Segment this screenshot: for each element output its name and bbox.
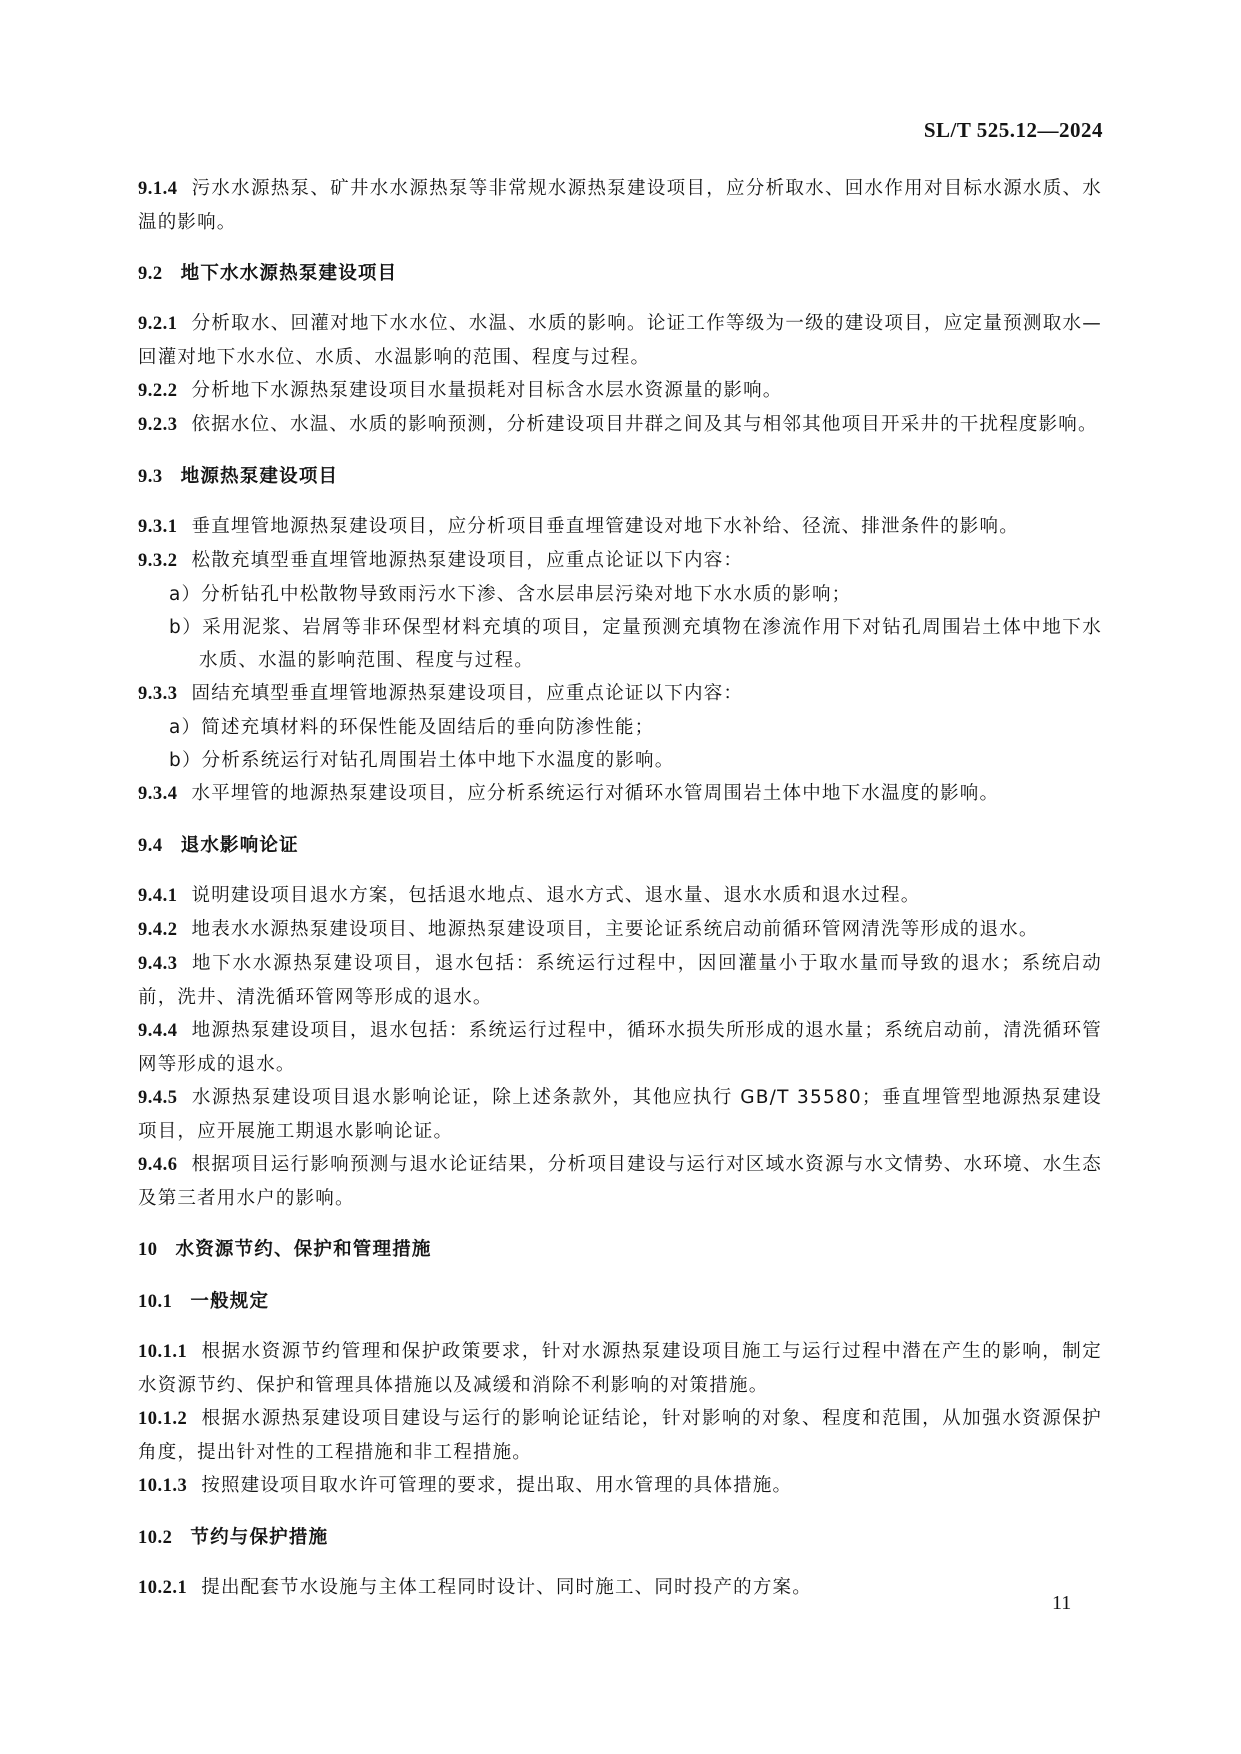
clause-9-2-2 — [138, 374, 1102, 408]
clause-9-1-4 — [138, 172, 1102, 239]
clause-number: 9.3.2 — [138, 551, 178, 571]
clause-9-4-5 — [138, 1081, 1102, 1148]
clause-text: 地源热泵建设项目，退水包括：系统运行过程中，循环水损失所形成的退水量；系统启动前，清洗循环管网等形成的退水。 — [138, 1020, 1102, 1075]
clause-10-1-1 — [138, 1335, 1102, 1402]
clause-10-1-3 — [138, 1469, 1102, 1503]
clause-number: 9.1.4 — [138, 179, 178, 199]
section-title: 地下水水源热泵建设项目 — [180, 263, 398, 284]
clause-text: 松散充填型垂直埋管地源热泵建设项目，应重点论证以下内容： — [191, 550, 744, 571]
clause-number: 10.2.1 — [138, 1578, 188, 1598]
clause-number: 9.4.5 — [138, 1088, 178, 1108]
clause-text: 按照建设项目取水许可管理的要求，提出取、用水管理的具体措施。 — [201, 1475, 793, 1496]
section-heading-10-1 — [138, 1285, 1102, 1319]
clause-number: 9.4.1 — [138, 886, 178, 906]
clause-text: 根据水资源节约管理和保护政策要求，针对水源热泵建设项目施工与运行过程中潜在产生的影响，制定水资源节约、保护和管理具体措施以及减缓和消除不利影响的对策措施。 — [138, 1341, 1102, 1396]
clause-number: 9.4.2 — [138, 920, 178, 940]
clause-number: 9.2.3 — [138, 415, 178, 435]
section-heading-9-4 — [138, 829, 1102, 863]
section-title: 节约与保护措施 — [190, 1527, 329, 1548]
list-marker: b） — [169, 617, 203, 638]
section-heading-10-2 — [138, 1521, 1102, 1555]
list-item-b — [138, 744, 1102, 777]
clause-text: 根据水源热泵建设项目建设与运行的影响论证结论，针对影响的对象、程度和范围，从加强水资源保护角度，提出针对性的工程措施和非工程措施。 — [138, 1408, 1102, 1463]
clause-9-4-4 — [138, 1014, 1102, 1081]
page-number: 11 — [1052, 1592, 1072, 1614]
clause-9-4-3 — [138, 947, 1102, 1014]
section-title: 退水影响论证 — [180, 835, 299, 856]
section-title: 一般规定 — [190, 1291, 270, 1312]
clause-number: 10.1.3 — [138, 1476, 188, 1496]
clause-9-3-3 — [138, 677, 1102, 711]
section-number: 10.2 — [138, 1528, 173, 1548]
list-marker: a） — [169, 584, 202, 605]
clause-number: 9.3.1 — [138, 517, 178, 537]
clause-number: 9.4.3 — [138, 954, 178, 974]
clause-text: 水平埋管的地源热泵建设项目，应分析系统运行对循环水管周围岩土体中地下水温度的影响。 — [191, 783, 1000, 804]
clause-number: 9.3.3 — [138, 684, 178, 704]
clause-9-4-1 — [138, 879, 1102, 913]
clause-9-3-4 — [138, 777, 1102, 811]
list-item-a — [138, 711, 1102, 744]
list-item-text: 分析钻孔中松散物导致雨污水下渗、含水层串层污染对地下水水质的影响； — [201, 584, 852, 605]
clause-9-3-2 — [138, 544, 1102, 578]
clause-number: 10.1.1 — [138, 1342, 188, 1362]
document-body — [138, 172, 1102, 1605]
chapter-number: 10 — [138, 1240, 158, 1260]
section-heading-9-3 — [138, 460, 1102, 494]
clause-number: 10.1.2 — [138, 1409, 188, 1429]
clause-number: 9.4.6 — [138, 1155, 178, 1175]
clause-9-4-6 — [138, 1148, 1102, 1215]
clause-number: 9.3.4 — [138, 784, 178, 804]
clause-text: 分析地下水源热泵建设项目水量损耗对目标含水层水资源量的影响。 — [191, 380, 783, 401]
chapter-title: 水资源节约、保护和管理措施 — [175, 1239, 432, 1260]
clause-9-2-1 — [138, 307, 1102, 374]
clause-9-4-2 — [138, 913, 1102, 947]
list-item-text: 简述充填材料的环保性能及固结后的垂向防渗性能； — [201, 717, 655, 738]
clause-text: 根据项目运行影响预测与退水论证结果，分析项目建设与运行对区域水资源与水文情势、水环境、水生态及第三者用水户的影响。 — [138, 1154, 1102, 1209]
chapter-heading-10 — [138, 1233, 1102, 1267]
list-item-text: 采用泥浆、岩屑等非环保型材料充填的项目，定量预测充填物在渗流作用下对钻孔周围岩土体中地下水水质、水温的影响范围、程度与过程。 — [199, 617, 1102, 671]
section-heading-9-2 — [138, 257, 1102, 291]
clause-text: 依据水位、水温、水质的影响预测，分析建设项目井群之间及其与相邻其他项目开采井的干扰程度影响。 — [191, 414, 1098, 435]
list-item-b — [138, 611, 1102, 677]
clause-text: 垂直埋管地源热泵建设项目，应分析项目垂直埋管建设对地下水补给、径流、排泄条件的影响。 — [191, 516, 1019, 537]
clause-9-2-3 — [138, 408, 1102, 442]
section-number: 9.4 — [138, 836, 163, 856]
clause-text: 说明建设项目退水方案，包括退水地点、退水方式、退水量、退水水质和退水过程。 — [191, 885, 921, 906]
clause-text: 提出配套节水设施与主体工程同时设计、同时施工、同时投产的方案。 — [201, 1577, 812, 1598]
clause-text: 地下水水源热泵建设项目，退水包括：系统运行过程中，因回灌量小于取水量而导致的退水；系统启动前，洗井、清洗循环管网等形成的退水。 — [138, 953, 1102, 1008]
clause-number: 9.2.1 — [138, 314, 178, 334]
section-number: 10.1 — [138, 1292, 173, 1312]
list-item-text: 分析系统运行对钻孔周围岩土体中地下水温度的影响。 — [201, 750, 675, 771]
clause-9-3-1 — [138, 510, 1102, 544]
standard-code-header: SL/T 525.12—2024 — [923, 118, 1103, 142]
list-marker: a） — [169, 717, 202, 738]
list-item-a — [138, 578, 1102, 611]
clause-10-1-2 — [138, 1402, 1102, 1469]
clause-text: 水源热泵建设项目退水影响论证，除上述条款外，其他应执行 GB/T 35580；垂直埋管型地源热泵建设项目，应开展施工期退水影响论证。 — [138, 1087, 1102, 1142]
clause-text: 固结充填型垂直埋管地源热泵建设项目，应重点论证以下内容： — [191, 683, 744, 704]
clause-number: 9.4.4 — [138, 1021, 178, 1041]
section-number: 9.3 — [138, 467, 163, 487]
list-marker: b） — [169, 750, 202, 771]
section-number: 9.2 — [138, 264, 163, 284]
clause-text: 分析取水、回灌对地下水水位、水温、水质的影响。论证工作等级为一级的建设项目，应定量预测取水—回灌对地下水水位、水质、水温影响的范围、程度与过程。 — [138, 313, 1102, 368]
clause-number: 9.2.2 — [138, 381, 178, 401]
clause-10-2-1 — [138, 1571, 1102, 1605]
section-title: 地源热泵建设项目 — [180, 466, 339, 487]
clause-text: 污水水源热泵、矿井水水源热泵等非常规水源热泵建设项目，应分析取水、回水作用对目标水源水质、水温的影响。 — [138, 178, 1102, 233]
clause-text: 地表水水源热泵建设项目、地源热泵建设项目，主要论证系统启动前循环管网清洗等形成的退水。 — [191, 919, 1039, 940]
